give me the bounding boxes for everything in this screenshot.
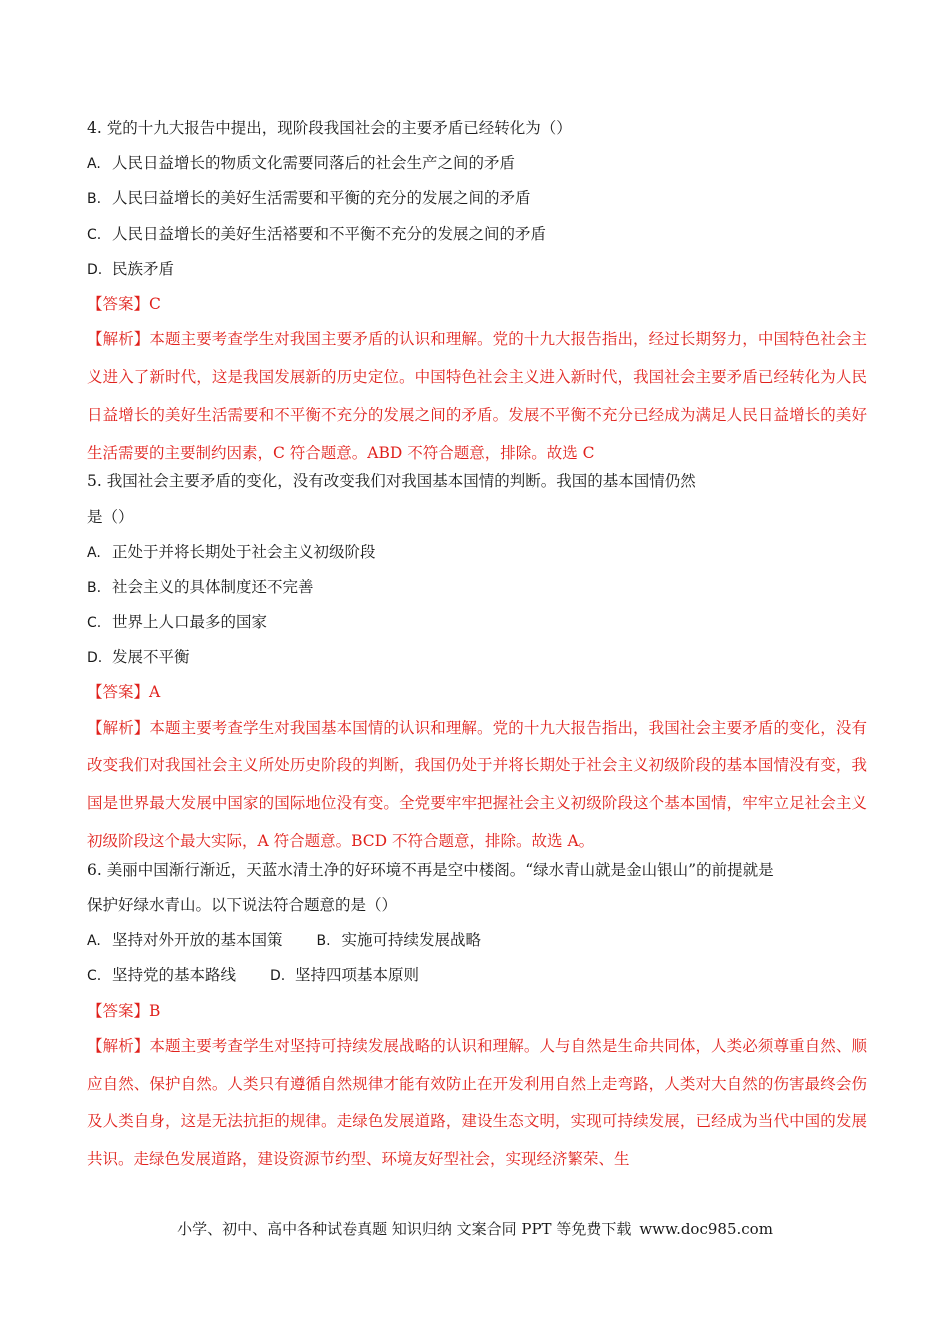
- analysis: [87, 1028, 867, 1179]
- option-text: 人民曰益增长的美好生活需要和平衡的充分的发展之间的矛盾: [112, 189, 531, 208]
- footer-text: 小学、初中、高中各种试卷真题 知识归纳 文案合同 PPT 等免费下载: [177, 1220, 632, 1238]
- option-text: 社会主义的具体制度还不完善: [112, 577, 314, 596]
- question-stem: 6. 美丽中国渐行渐近，天蓝水清土净的好环境不再是空中楼阁。“绿水青山就是金山银山”的前提就是: [87, 860, 774, 879]
- option-text: 民族矛盾: [112, 259, 175, 278]
- question-stem-cont: 是（）: [87, 507, 134, 526]
- question-stem-cont: 保护好绿水青山。以下说法符合题意的是（）: [87, 896, 398, 914]
- option-text: 人民日益增长的物质文化需要同落后的社会生产之间的矛盾: [112, 154, 516, 173]
- option-text: 坚持党的基本路线: [112, 966, 237, 985]
- answer-tag: 【答案】: [87, 683, 150, 702]
- question-5: [87, 469, 867, 861]
- page-footer: [0, 1218, 950, 1239]
- analysis-text: 本题主要考查学生对坚持可持续发展战略的认识和理解。人与自然是生命共同体，人类必须尊重自然、顺应自然、保护自然。人类只有遵循自然规律才能有效防止在开发利用自然上走弯路，人类对大自然的伤害最终会伤及人类自身，这是无法抗拒的规律。走绿色发展道路，建设生态文明，实现可持续发展，已经成为当代中国的发展共识。走绿色发展道路，建设资源节约型、环境友好型社会，实现经济繁荣、生: [87, 1036, 867, 1169]
- analysis-text: 本题主要考查学生对我国基本国情的认识和理解。党的十九大报告指出，我国社会主要矛盾的变化，没有改变我们对我国社会主义所处历史阶段的判断，我国仍处于并将长期处于社会主义初级阶段的基本国情没有变，我国是世界最大发展中国家的国际地位没有变。全党要牢牢把握社会主义初级阶段这个基本国情，牢牢立足社会主义初级阶段这个最大实际，A 符合题意。BCD 不符合题意，排除。故选 A。: [87, 718, 867, 851]
- answer-value: C: [149, 294, 161, 313]
- option-label: C.: [87, 968, 102, 985]
- analysis-tag: 【解析】: [87, 718, 150, 737]
- question-stem: 4. 党的十九大报告中提出，现阶段我国社会的主要矛盾已经转化为（）: [87, 119, 572, 137]
- option-a: [87, 151, 867, 186]
- question-4: [87, 116, 867, 472]
- analysis: [87, 710, 867, 861]
- answer-tag: 【答案】: [87, 294, 150, 313]
- option-label: A.: [87, 156, 101, 173]
- option-d: [87, 257, 867, 292]
- option-label: B.: [87, 191, 102, 208]
- option-b: [87, 186, 867, 221]
- option-row-cd: [87, 963, 867, 998]
- option-label: B.: [87, 579, 102, 596]
- option-label: C.: [87, 615, 102, 632]
- option-text: 坚持对外开放的基本国策: [112, 931, 283, 950]
- option-label: A.: [87, 933, 101, 950]
- option-label: D.: [270, 968, 286, 985]
- option-text: 发展不平衡: [112, 648, 190, 667]
- question-6: [87, 858, 867, 1179]
- option-text: 实施可持续发展战略: [341, 931, 482, 950]
- option-text: 坚持四项基本原则: [295, 966, 420, 985]
- option-c: [87, 222, 867, 257]
- option-label: B.: [316, 933, 331, 950]
- answer-value: B: [149, 1001, 161, 1020]
- answer-value: A: [149, 683, 161, 702]
- document-content: [87, 116, 867, 1179]
- question-stem: 5. 我国社会主要矛盾的变化，没有改变我们对我国基本国情的判断。我国的基本国情仍然: [87, 472, 696, 491]
- analysis-tag: 【解析】: [87, 1036, 150, 1055]
- option-label: D.: [87, 650, 103, 667]
- option-text: 人民日益增长的美好生活褡要和不平衡不充分的发展之间的矛盾: [112, 224, 547, 243]
- option-text: 世界上人口最多的国家: [112, 613, 268, 632]
- option-text: 正处于并将长期处于社会主义初级阶段: [112, 542, 376, 561]
- option-c: [87, 610, 867, 645]
- answer-tag: 【答案】: [87, 1001, 150, 1020]
- footer-site-link[interactable]: www.doc985.com: [639, 1220, 773, 1238]
- option-label: C.: [87, 226, 102, 243]
- analysis-text: 本题主要考查学生对我国主要矛盾的认识和理解。党的十九大报告指出，经过长期努力，中国特色社会主义进入了新时代，这是我国发展新的历史定位。中国特色社会主义进入新时代，我国社会主要矛盾已经转化为人民日益增长的美好生活需要和不平衡不充分的发展之间的矛盾。发展不平衡不充分已经成为满足人民日益增长的美好生活需要的主要制约因素，C 符合题意。ABD 不符合题意，排除。故选 C: [87, 330, 867, 462]
- option-d: [87, 645, 867, 680]
- option-a: [87, 540, 867, 575]
- option-b: [87, 575, 867, 610]
- option-label: A.: [87, 544, 101, 561]
- analysis: [87, 321, 867, 472]
- option-label: D.: [87, 261, 103, 278]
- analysis-tag: 【解析】: [87, 330, 150, 349]
- option-row-ab: [87, 928, 867, 963]
